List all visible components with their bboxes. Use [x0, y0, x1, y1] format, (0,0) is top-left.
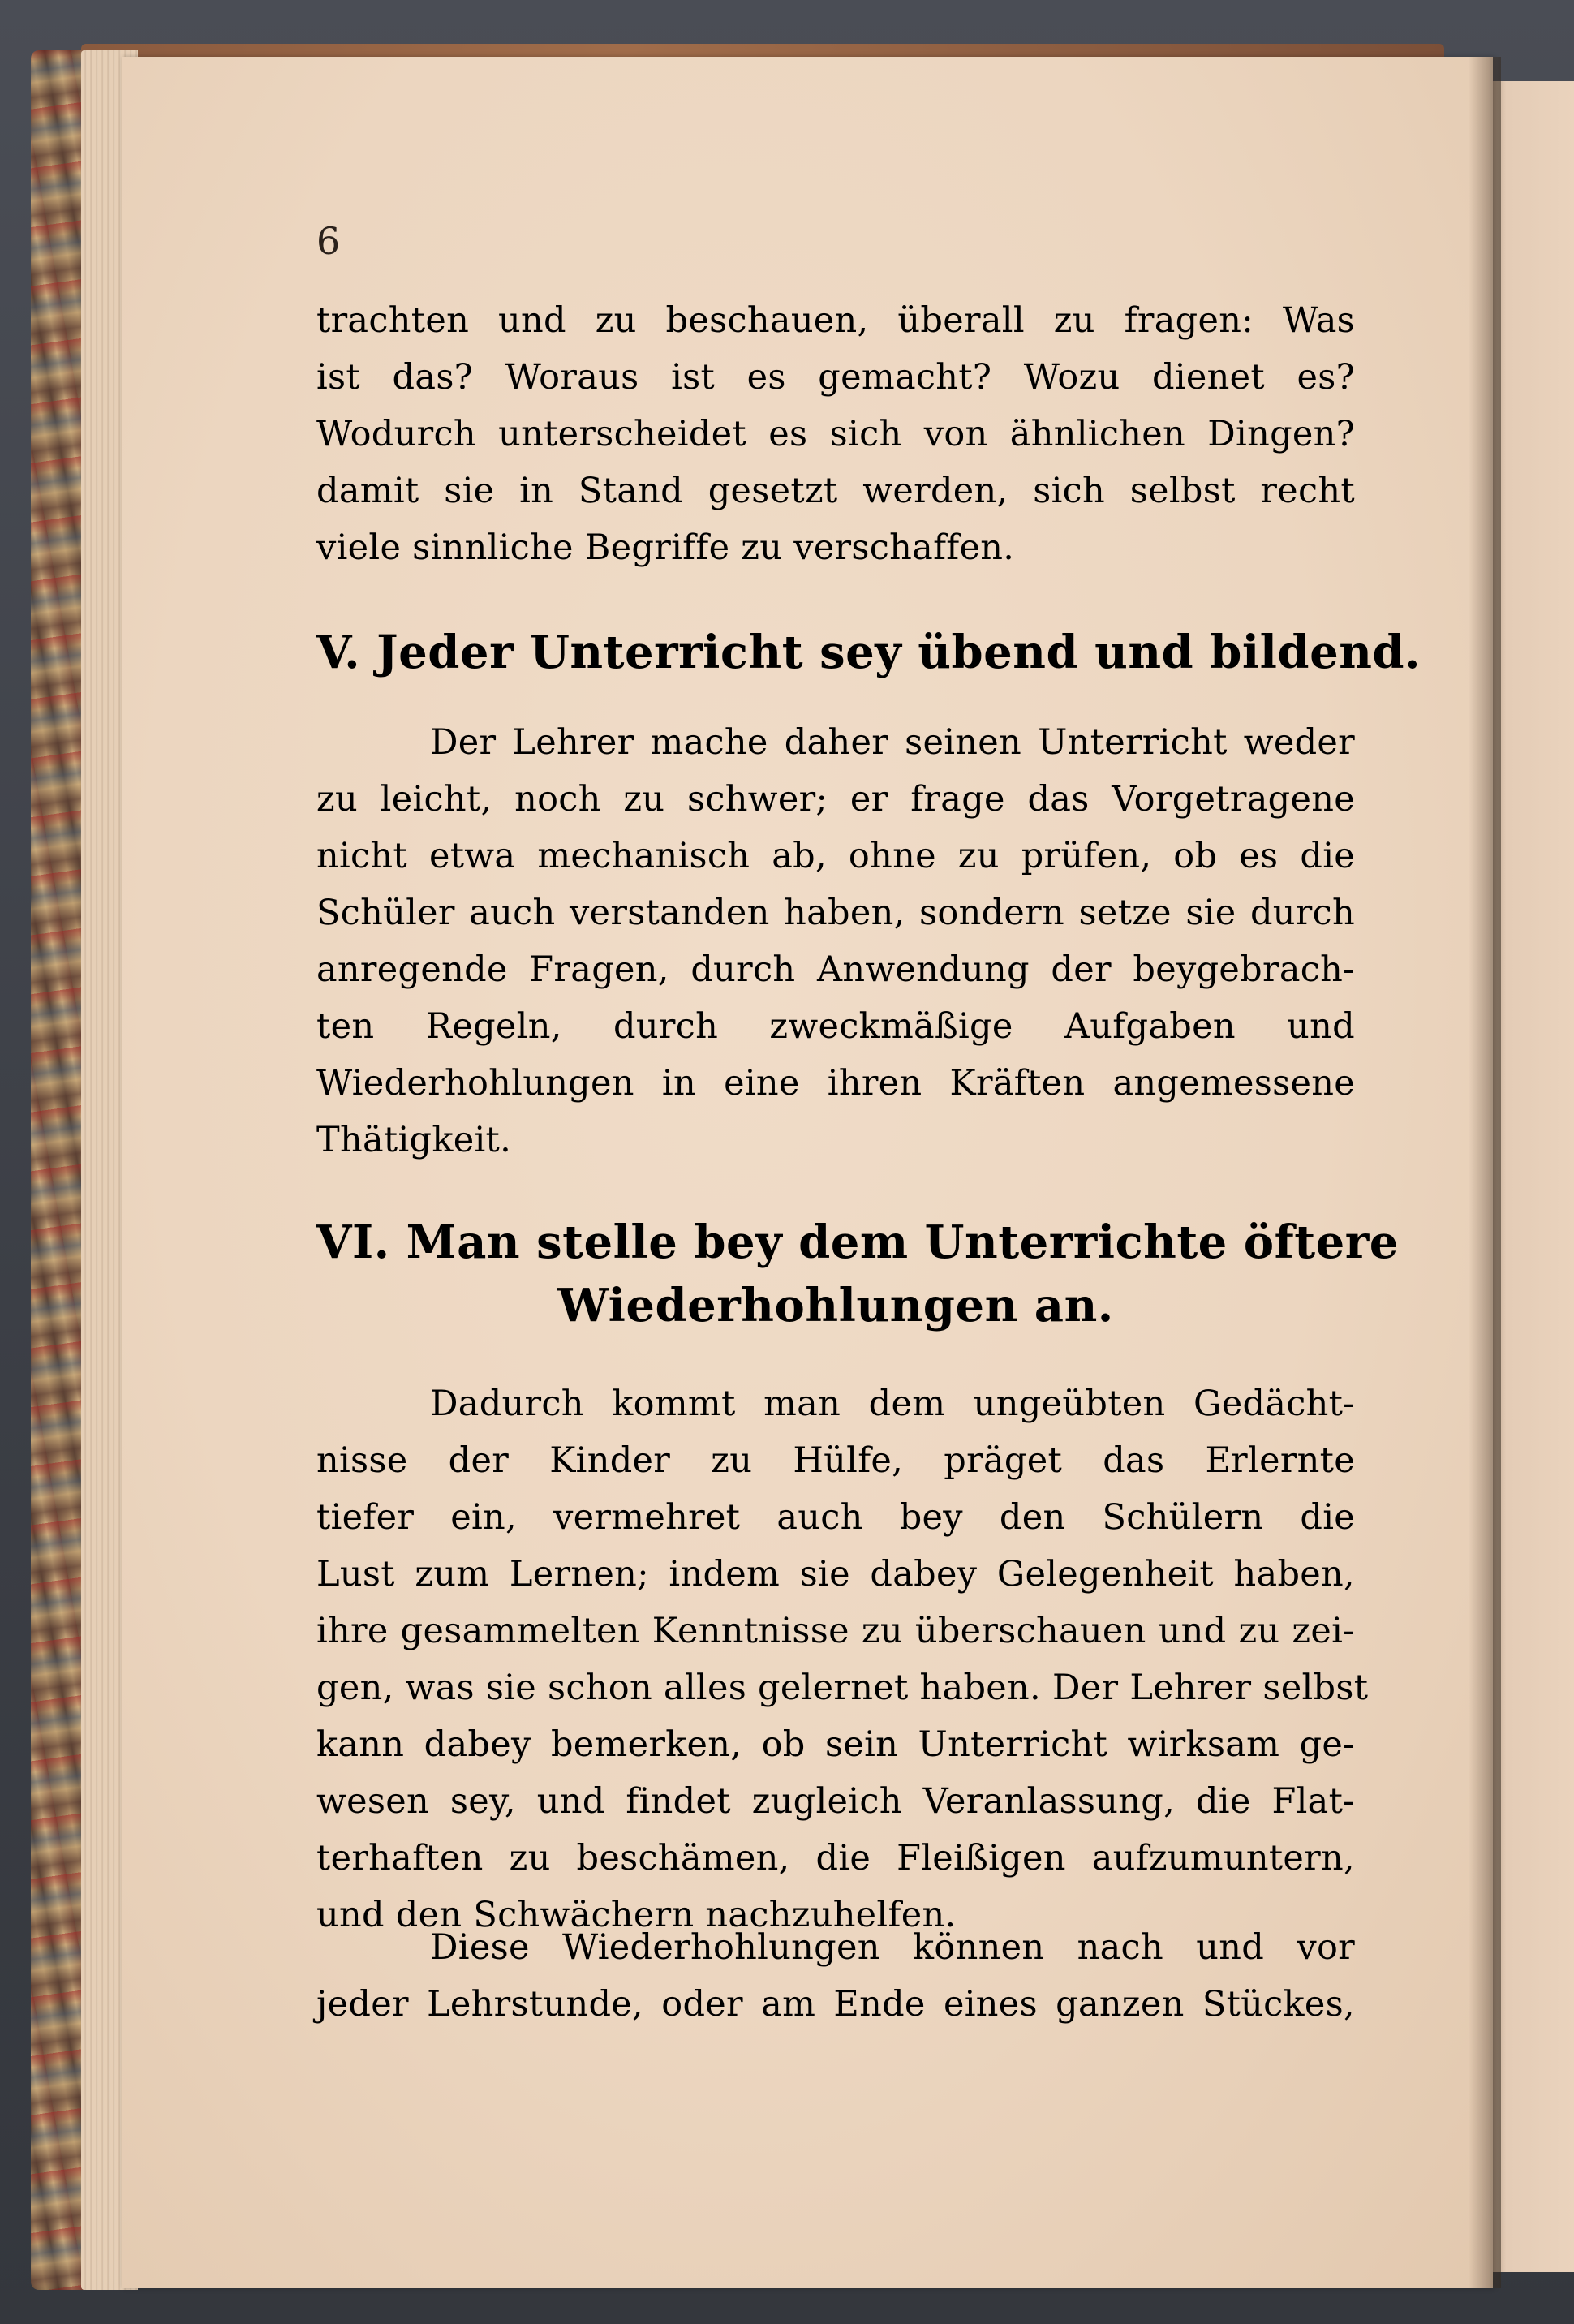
text-line: Diese Wiederhohlungen können nach und vor — [430, 1927, 1355, 1968]
text-line: trachten und zu beschauen, überall zu fragen: Was — [316, 300, 1355, 341]
section-v-paragraph — [316, 714, 1355, 1168]
text-line: kann dabey bemerken, ob sein Unterricht wirksam ge- — [316, 1724, 1355, 1765]
section-heading-text: V. Jeder Unterricht sey übend und bildend. — [316, 626, 1421, 679]
text-line: nisse der Kinder zu Hülfe, präget das Erlernte — [316, 1440, 1355, 1481]
text-line: Wodurch unterscheidet es sich von ähnlichen Dingen? — [316, 414, 1355, 454]
text-line: viele sinnliche Begriffe zu verschaffen. — [316, 527, 1015, 568]
section-vi-paragraph-2 — [316, 1919, 1355, 2033]
text-line: Lust zum Lernen; indem sie dabey Gelegenheit haben, — [316, 1554, 1355, 1595]
page-gutter-shadow — [1469, 57, 1501, 2288]
text-line: Schüler auch verstanden haben, sondern setze sie durch — [316, 893, 1355, 933]
text-line: und den Schwächern nachzuhelfen. — [316, 1895, 957, 1935]
text-line: tiefer ein, vermehret auch bey den Schülern die — [316, 1497, 1355, 1538]
section-heading-v — [316, 621, 1421, 684]
text-line: anregende Fragen, durch Anwendung der beygebrach- — [316, 949, 1355, 990]
text-line: Wiederhohlungen in eine ihren Kräften angemessene — [316, 1063, 1355, 1104]
section-heading-vi — [316, 1211, 1399, 1337]
page-number: 6 — [316, 219, 341, 263]
text-line: jeder Lehrstunde, oder am Ende eines ganzen Stückes, — [316, 1984, 1355, 2025]
text-line: gen, was sie schon alles gelernet haben. Der Lehrer selbst — [316, 1668, 1369, 1708]
text-line: wesen sey, und findet zugleich Veranlassung, die Flat- — [316, 1781, 1355, 1822]
text-line: Der Lehrer mache daher seinen Unterricht weder — [430, 722, 1355, 763]
section-heading-text: Wiederhohlungen an. — [557, 1279, 1114, 1332]
section-vi-paragraph — [316, 1375, 1369, 1943]
text-line: zu leicht, noch zu schwer; er frage das Vorgetragene — [316, 779, 1355, 820]
facing-page-edge — [1491, 81, 1574, 2272]
text-line: ihre gesammelten Kenntnisse zu überschauen und zu zei- — [316, 1611, 1355, 1651]
paragraph-continuation — [316, 292, 1355, 576]
text-line: Thätigkeit. — [316, 1120, 512, 1160]
section-heading-text: VI. Man stelle bey dem Unterrichte öftere — [316, 1216, 1399, 1269]
text-line: ten Regeln, durch zweckmäßige Aufgaben und — [316, 1006, 1355, 1047]
text-line: Dadurch kommt man dem ungeübten Gedächt- — [430, 1384, 1355, 1424]
text-line: nicht etwa mechanisch ab, ohne zu prüfen, ob es die — [316, 836, 1355, 876]
text-line: terhaften zu beschämen, die Fleißigen aufzumuntern, — [316, 1838, 1355, 1879]
text-line: damit sie in Stand gesetzt werden, sich selbst recht — [316, 471, 1355, 511]
text-line: ist das? Woraus ist es gemacht? Wozu dienet es? — [316, 357, 1355, 398]
